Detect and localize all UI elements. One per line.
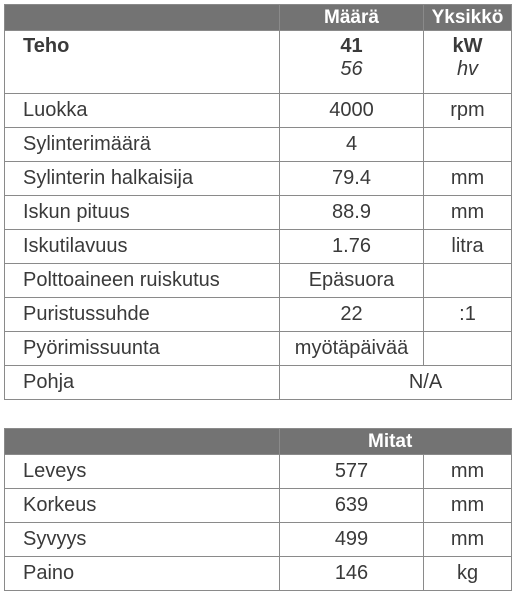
row-unit: mm	[424, 489, 512, 523]
row-unit: mm	[424, 523, 512, 557]
table-row	[5, 557, 512, 591]
row-value: 88.9	[280, 196, 424, 230]
dims-header-row	[5, 429, 512, 455]
base-value: N/A	[280, 366, 512, 400]
row-unit: rpm	[424, 94, 512, 128]
power-units	[424, 31, 512, 94]
row-value: myötäpäivää	[280, 332, 424, 366]
table-row	[5, 264, 512, 298]
table-row	[5, 523, 512, 557]
row-label: Luokka	[5, 94, 280, 128]
spec-header-row	[5, 5, 512, 31]
row-label: Sylinterimäärä	[5, 128, 280, 162]
row-value: 146	[280, 557, 424, 591]
dims-header-blank	[5, 429, 280, 455]
row-unit: mm	[424, 162, 512, 196]
row-unit: mm	[424, 196, 512, 230]
spec-header-unit: Yksikkö	[424, 5, 512, 31]
row-value: 4000	[280, 94, 424, 128]
table-row	[5, 298, 512, 332]
row-unit	[424, 332, 512, 366]
base-label: Pohja	[5, 366, 280, 400]
row-value: 4	[280, 128, 424, 162]
row-label: Leveys	[5, 455, 280, 489]
row-unit	[424, 264, 512, 298]
row-value: Epäsuora	[280, 264, 424, 298]
row-label: Syvyys	[5, 523, 280, 557]
row-unit: :1	[424, 298, 512, 332]
row-label: Sylinterin halkaisija	[5, 162, 280, 196]
table-row	[5, 230, 512, 264]
base-row	[5, 366, 512, 400]
row-value: 577	[280, 455, 424, 489]
spec-header-qty: Määrä	[280, 5, 424, 31]
power-label: Teho	[5, 31, 280, 94]
row-unit: kg	[424, 557, 512, 591]
row-unit	[424, 128, 512, 162]
power-kw-unit: kW	[452, 35, 483, 57]
table-row	[5, 196, 512, 230]
table-row	[5, 332, 512, 366]
table-row	[5, 94, 512, 128]
power-values	[280, 31, 424, 94]
row-label: Puristussuhde	[5, 298, 280, 332]
row-value: 22	[280, 298, 424, 332]
table-row	[5, 489, 512, 523]
dimensions-table	[4, 428, 512, 591]
power-row	[5, 31, 512, 94]
table-row	[5, 128, 512, 162]
row-value: 639	[280, 489, 424, 523]
row-label: Iskutilavuus	[5, 230, 280, 264]
dims-header-title: Mitat	[280, 429, 512, 455]
row-unit: mm	[424, 455, 512, 489]
power-kw-value: 41	[340, 35, 363, 57]
row-value: 499	[280, 523, 424, 557]
row-label: Paino	[5, 557, 280, 591]
row-label: Iskun pituus	[5, 196, 280, 230]
row-label: Pyörimissuunta	[5, 332, 280, 366]
power-hp-value: 56	[340, 58, 363, 80]
row-label: Korkeus	[5, 489, 280, 523]
spec-header-blank	[5, 5, 280, 31]
row-value: 79.4	[280, 162, 424, 196]
engine-spec-table	[4, 4, 512, 400]
power-hp-unit: hv	[456, 58, 479, 80]
row-value: 1.76	[280, 230, 424, 264]
table-row	[5, 162, 512, 196]
table-row	[5, 455, 512, 489]
row-label: Polttoaineen ruiskutus	[5, 264, 280, 298]
row-unit: litra	[424, 230, 512, 264]
